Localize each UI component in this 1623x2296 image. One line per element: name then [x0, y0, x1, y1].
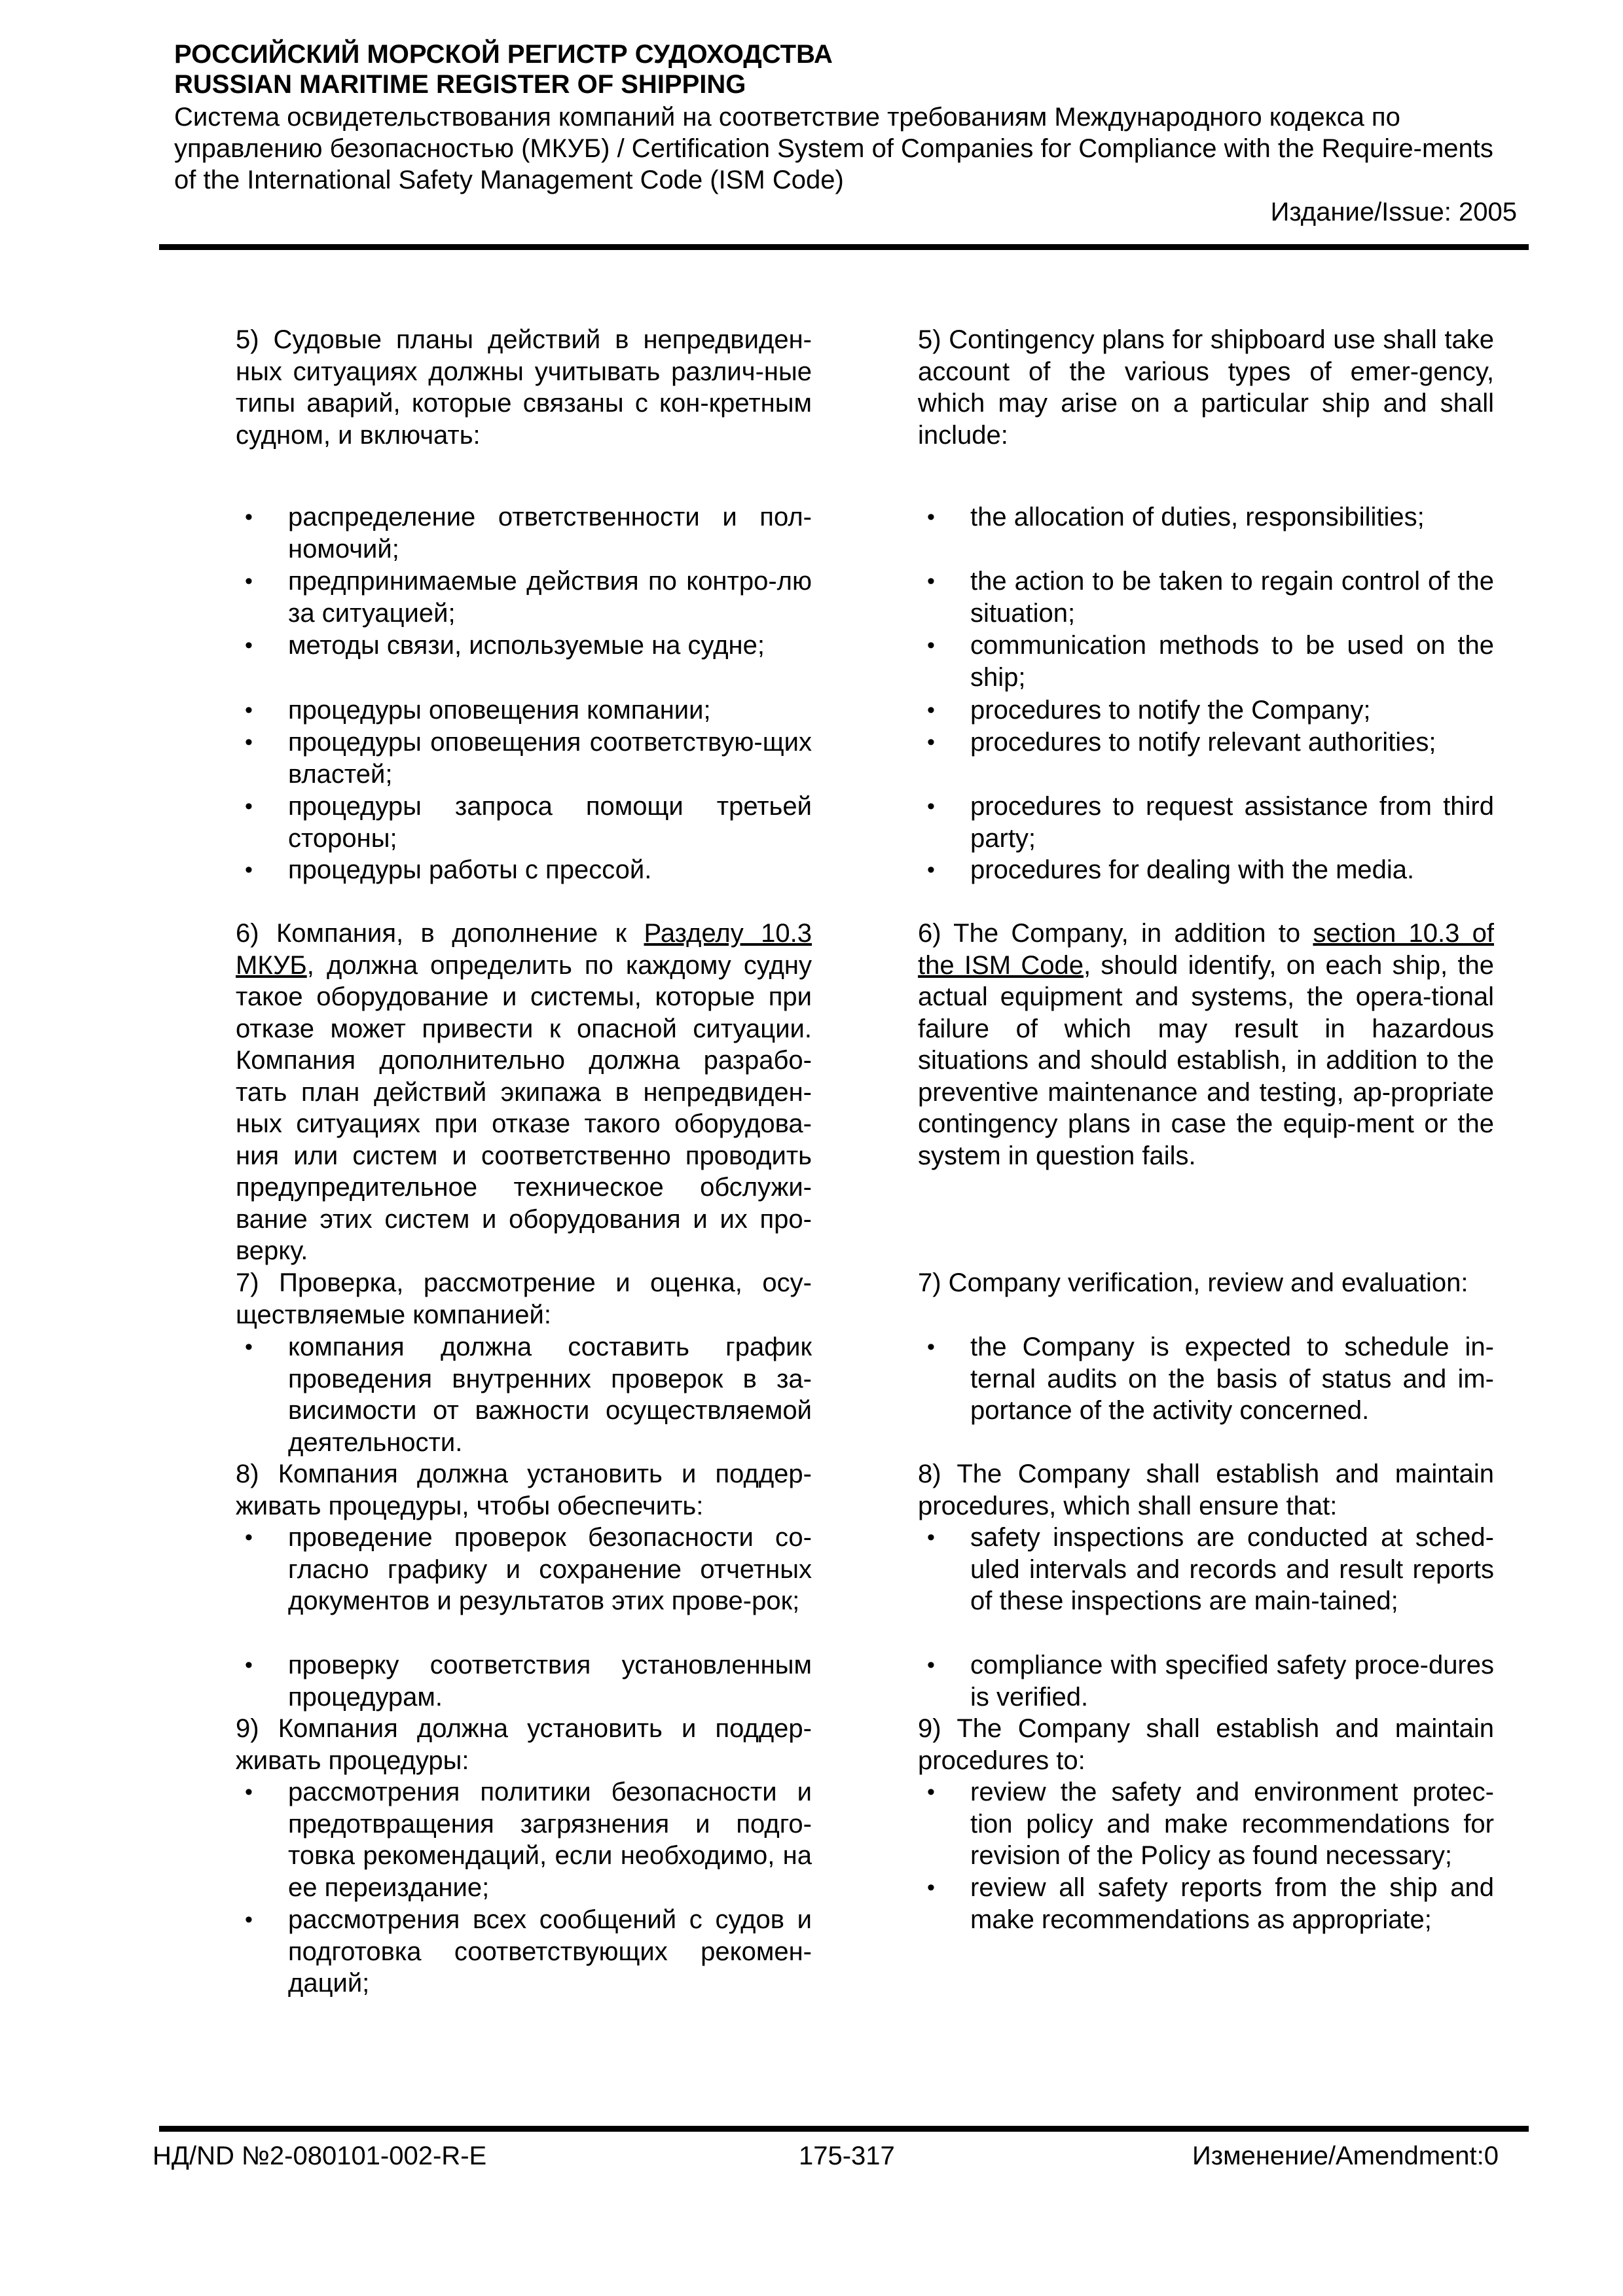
- list-item: процедуры оповещения компании;: [288, 696, 711, 725]
- bullet-icon: •: [245, 1525, 253, 1550]
- list-item: предпринимаемые действия по контро-лю за ситуацией;: [288, 567, 812, 628]
- en-paragraph-6: 6) The Company, in addition to section 10.3 of the ISM Code, should identify, on each ship, the actual equipment and systems, the opera-tional failure of which may result in hazardous situations and should establish, in addition to the preventive maintenance and testing, ap-propriate contingency plans in case the equip-ment or the system in question fails.: [918, 919, 1495, 1170]
- list-item: распределение ответственности и пол-номочий;: [288, 503, 812, 564]
- en-paragraph-9: 9) The Company shall establish and maintain procedures to:: [918, 1714, 1494, 1775]
- page-number: 175-317: [799, 2142, 895, 2170]
- bullet-icon: •: [927, 698, 935, 723]
- ru-paragraph-6: 6) Компания, в дополнение к Разделу 10.3 МКУБ, должна определить по каждому судну такое оборудование и системы, которые при отказе может привести к опасной ситуации. Компания дополнительно должна разрабо-тать план действий экипажа в непредвиден-ных ситуациях при отказе такого оборудова-ния или систем и соответственно проводить предупредительное техническое обслужи-вание этих систем и оборудования и их про-верку.: [236, 919, 812, 1265]
- bullet-icon: •: [927, 1875, 935, 1900]
- ru-paragraph-9: 9) Компания должна установить и поддер-живать процедуры:: [236, 1714, 812, 1775]
- en-paragraph-7: 7) Company verification, review and evaluation:: [918, 1268, 1468, 1297]
- bullet-icon: •: [927, 505, 935, 529]
- bullet-icon: •: [927, 730, 935, 755]
- header-title-en: RUSSIAN MARITIME REGISTER OF SHIPPING: [174, 70, 746, 99]
- bullet-icon: •: [245, 857, 253, 882]
- list-item: методы связи, используемые на судне;: [288, 631, 765, 660]
- header-description: Система освидетельствования компаний на соответствие требованиям Международного кодекса по управлению безопасностью (МКУБ) / Certification System of Companies for Compliance with the Require-ments of the International Safety Management Code (ISM Code): [174, 103, 1493, 194]
- list-item: compliance with specified safety proce-dures is verified.: [970, 1651, 1494, 1712]
- bullet-icon: •: [927, 633, 935, 658]
- bullet-icon: •: [245, 730, 253, 755]
- list-item: procedures to request assistance from third party;: [970, 792, 1494, 853]
- section-reference-link[interactable]: Разделу 10.3 МКУБ: [236, 919, 812, 980]
- list-item: процедуры запроса помощи третьей стороны;: [288, 792, 812, 853]
- list-item: the action to be taken to regain control of the situation;: [970, 567, 1494, 628]
- issue-label: Издание/Issue: 2005: [1270, 198, 1517, 226]
- list-item: the Company is expected to schedule in-ternal audits on the basis of status and im-portance of the activity concerned.: [970, 1333, 1494, 1425]
- bullet-icon: •: [927, 1653, 935, 1677]
- bullet-icon: •: [245, 698, 253, 723]
- header-divider: [159, 244, 1529, 250]
- list-item: review the safety and environment protec-tion policy and make recommendations for revision of the Policy as found necessary;: [970, 1778, 1494, 1870]
- ru-paragraph-8: 8) Компания должна установить и поддер-живать процедуры, чтобы обеспечить:: [236, 1460, 812, 1520]
- bullet-icon: •: [245, 1653, 253, 1677]
- bullet-icon: •: [245, 633, 253, 658]
- list-item: procedures to notify relevant authorities;: [970, 728, 1436, 757]
- ru-paragraph-7: 7) Проверка, рассмотрение и оценка, осу-ществляемые компанией:: [236, 1268, 812, 1329]
- bullet-icon: •: [245, 794, 253, 819]
- list-item: компания должна составить график проведения внутренних проверок в за-висимости от важности осуществляемой деятельности.: [288, 1333, 812, 1457]
- bullet-icon: •: [245, 1907, 253, 1932]
- en-paragraph-8: 8) The Company shall establish and maintain procedures, which shall ensure that:: [918, 1460, 1494, 1520]
- bullet-icon: •: [245, 569, 253, 594]
- list-item: procedures for dealing with the media.: [970, 855, 1415, 884]
- list-item: safety inspections are conducted at sched-uled intervals and records and result reports of these inspections are main-tained;: [970, 1523, 1494, 1615]
- bullet-icon: •: [927, 569, 935, 594]
- en-paragraph-5: 5) Contingency plans for shipboard use shall take account of the various types of emer-gency, which may arise on a particular ship and shall include:: [918, 325, 1494, 450]
- bullet-icon: •: [245, 1780, 253, 1804]
- list-item: процедуры работы с прессой.: [288, 855, 652, 884]
- bullet-icon: •: [927, 794, 935, 819]
- list-item: рассмотрения политики безопасности и предотвращения загрязнения и подго-товка рекомендаций, если необходимо, на ее переиздание;: [288, 1778, 812, 1902]
- amendment-label: Изменение/Amendment:0: [1192, 2142, 1499, 2170]
- list-item: procedures to notify the Company;: [970, 696, 1371, 725]
- section-reference-link[interactable]: section 10.3 of the ISM Code: [918, 919, 1494, 980]
- ru-paragraph-5: 5) Судовые планы действий в непредвиден-ных ситуациях должны учитывать различ-ные типы аварий, которые связаны с кон-кретным судном, и включать:: [236, 325, 812, 450]
- bullet-icon: •: [245, 1335, 253, 1359]
- bullet-icon: •: [927, 1525, 935, 1550]
- bullet-icon: •: [245, 505, 253, 529]
- list-item: the allocation of duties, responsibilities;: [970, 503, 1425, 531]
- document-number: НД/ND №2-080101-002-R-E: [153, 2142, 487, 2170]
- list-item: review all safety reports from the ship and make recommendations as appropriate;: [970, 1873, 1494, 1934]
- header-title-ru: РОССИЙСКИЙ МОРСКОЙ РЕГИСТР СУДОХОДСТВА: [174, 40, 833, 69]
- bullet-icon: •: [927, 1335, 935, 1359]
- bullet-icon: •: [927, 857, 935, 882]
- list-item: проведение проверок безопасности со-гласно графику и сохранение отчетных документов и результатов этих прове-рок;: [288, 1523, 812, 1615]
- list-item: communication methods to be used on the ship;: [970, 631, 1494, 692]
- list-item: рассмотрения всех сообщений с судов и подготовка соответствующих рекомен-даций;: [288, 1905, 812, 1998]
- list-item: проверку соответствия установленным процедурам.: [288, 1651, 812, 1712]
- footer-divider: [159, 2126, 1529, 2132]
- bullet-icon: •: [927, 1780, 935, 1804]
- list-item: процедуры оповещения соответствую-щих властей;: [288, 728, 812, 789]
